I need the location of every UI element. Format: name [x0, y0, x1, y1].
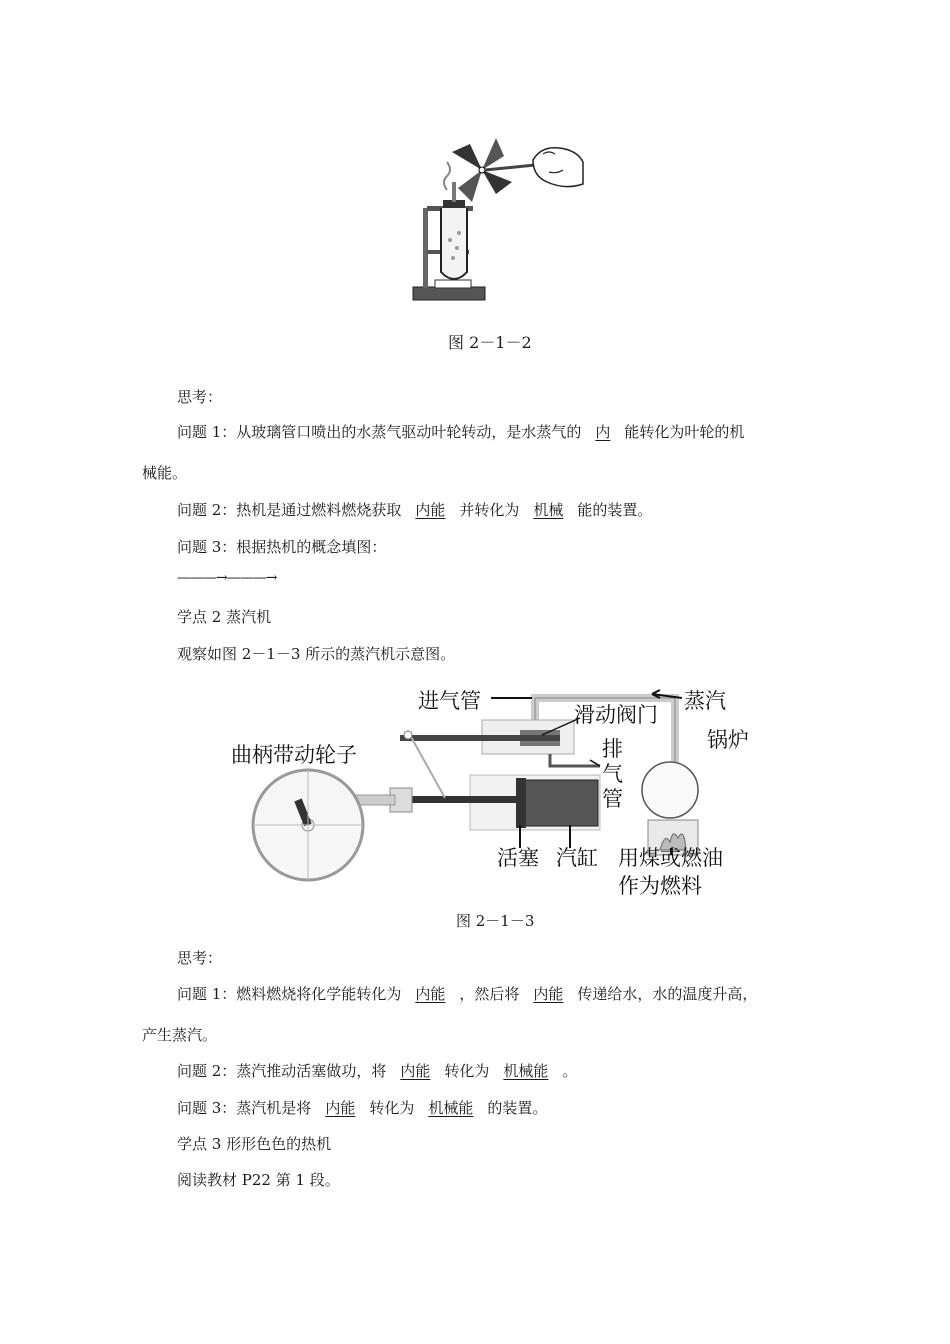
question-text: 转化为 [369, 1099, 415, 1117]
question-text: ，然后将 [459, 985, 520, 1003]
label-exhaust-pipe-1: 排 [602, 737, 623, 761]
question-text: 传递给水，水的温度升高， [577, 985, 758, 1003]
answer-blank: 内能 [415, 501, 446, 519]
label-exhaust-pipe-2: 气 [602, 762, 623, 786]
label-cylinder: 汽缸 [556, 846, 598, 870]
think-label: 思考： [177, 949, 223, 967]
question-2 [177, 499, 652, 520]
think-label: 思考： [177, 388, 223, 406]
label-steam: 蒸汽 [684, 689, 726, 713]
section-heading: 学点 2 蒸汽机 [177, 608, 272, 626]
answer-blank: 内能 [400, 1062, 431, 1080]
answer-blank: 机械 [533, 501, 564, 519]
section-heading: 学点 3 形形色色的热机 [177, 1135, 332, 1153]
label-crank-wheel: 曲柄带动轮子 [231, 743, 357, 767]
question-text: 问题 3：蒸汽机是将 [177, 1099, 312, 1117]
label-exhaust-pipe-3: 管 [602, 787, 623, 811]
label-fuel-2: 作为燃料 [618, 874, 702, 898]
question-text: 问题 2：热机是通过燃料燃烧获取 [177, 501, 402, 519]
pinwheel-experiment-figure [405, 130, 590, 305]
question-1 [177, 983, 757, 1004]
figure-caption: 图 2－1－3 [456, 912, 535, 930]
answer-blank: 机械能 [428, 1099, 474, 1117]
question-1-continued: 产生蒸汽。 [142, 1026, 218, 1044]
question-text: 转化为 [444, 1062, 490, 1080]
label-intake-pipe: 进气管 [418, 689, 481, 713]
question-text: 并转化为 [459, 501, 520, 519]
question-1 [177, 421, 744, 442]
label-boiler: 锅炉 [707, 728, 749, 752]
question-text: 。 [562, 1062, 578, 1080]
question-text: 的装置。 [487, 1099, 548, 1117]
answer-blank: 内能 [325, 1099, 356, 1117]
concept-arrows: ———→———→ [177, 570, 277, 586]
label-fuel-1: 用煤或燃油 [618, 846, 723, 870]
answer-blank: 机械能 [503, 1062, 549, 1080]
question-2 [177, 1060, 577, 1081]
question-text: 问题 2：蒸汽推动活塞做功，将 [177, 1062, 387, 1080]
label-piston: 活塞 [497, 846, 539, 870]
figure-caption: 图 2－1－2 [448, 333, 532, 352]
question-text: 能的装置。 [577, 501, 653, 519]
answer-blank: 内能 [533, 985, 564, 1003]
question-text: 问题 1：燃料燃烧将化学能转化为 [177, 985, 402, 1003]
question-text: 问题 1：从玻璃管口喷出的水蒸气驱动叶轮转动，是水蒸气的 [177, 423, 582, 441]
reading-instruction: 阅读教材 P22 第 1 段。 [177, 1171, 340, 1189]
answer-blank: 内能 [415, 985, 446, 1003]
label-sliding-valve: 滑动阀门 [574, 703, 658, 727]
question-3 [177, 1097, 547, 1118]
observe-instruction: 观察如图 2－1－3 所示的蒸汽机示意图。 [177, 645, 456, 663]
question-1-continued: 械能。 [142, 464, 188, 482]
question-3: 问题 3：根据热机的概念填图： [177, 538, 387, 556]
question-text: 能转化为叶轮的机 [624, 423, 745, 441]
answer-blank: 内 [595, 423, 611, 441]
